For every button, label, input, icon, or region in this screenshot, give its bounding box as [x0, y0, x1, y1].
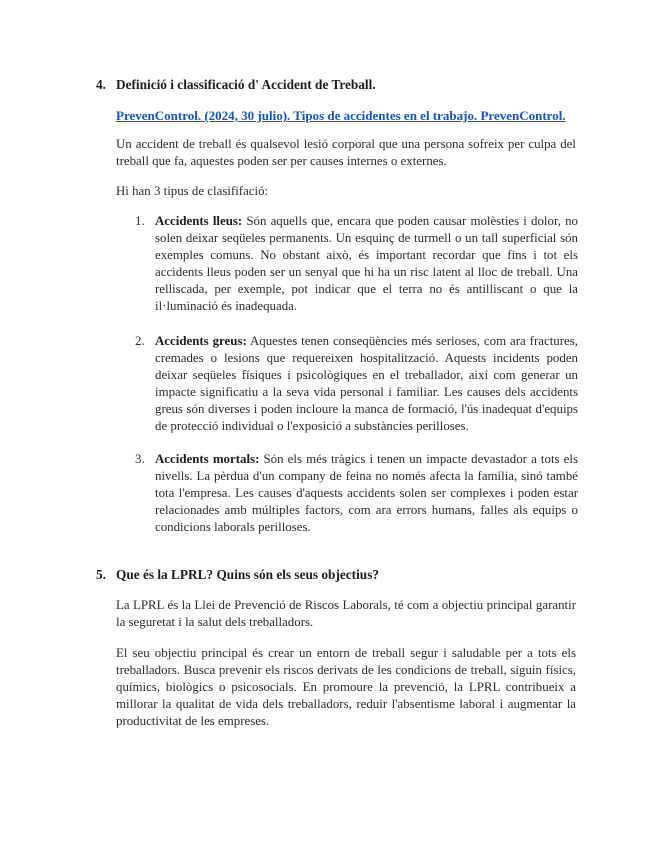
accident-types-list-2	[135, 333, 578, 435]
section-5-title: Que és la LPRL? Quins són els seus objectius?	[116, 567, 380, 582]
section-5-number: 5.	[96, 567, 106, 582]
section-5-para-1-wrapper	[116, 597, 576, 631]
list-item-number: 3.	[135, 452, 145, 466]
section-4-heading	[96, 76, 550, 93]
accident-types-list	[135, 213, 578, 315]
list-item-number: 1.	[135, 214, 145, 228]
list-item-body	[155, 213, 578, 315]
section-5-para-2: El seu objectiu principal és crear un entorn de treball segur i saludable per a tots els treballadors. Busca prevenir els riscos derivats de les condicions de treball, siguin físics, químics, biològics o psicosocials. En promoure la prevenció, la LPRL contribueix a millorar la qualitat de vida dels treballadors, reduir l'absentisme laboral i augmentar la productivitat de les empreses.	[116, 646, 576, 728]
accident-types-list-3	[135, 451, 578, 536]
list-item-body	[155, 451, 578, 536]
section-4-number: 4.	[96, 77, 106, 92]
list-item-term: Accidents lleus:	[155, 214, 243, 228]
list-item-mortals	[135, 451, 578, 536]
list-item-text: Són els més tràgics i tenen un impacte devastador a tots els nivells. La pèrdua d'un company de feina no només afecta la família, sinó també tota l'empresa. Les causes d'aquests accidents solen ser complexes i poden estar relacionades amb múltiples factors, com ara errors humans, falles als equips o condicions laborals perilloses.	[155, 452, 578, 534]
reference-link-wrapper	[116, 107, 576, 125]
types-intro: Hi han 3 tipus de clasififació:	[116, 184, 269, 198]
section-5-para-1: La LPRL és la Llei de Prevenció de Riscos Laborals, té com a objectiu principal garantir la seguretat i la salut dels treballadors.	[116, 598, 576, 629]
list-item-greus	[135, 333, 578, 435]
section-4-intro-wrapper	[116, 136, 576, 170]
list-item-body	[155, 333, 578, 435]
list-item-term: Accidents mortals:	[155, 452, 260, 466]
section-5-heading	[96, 566, 550, 583]
list-item-lleus	[135, 213, 578, 315]
list-item-text: Són aquells que, encara que poden causar molèsties i dolor, no solen deixar seqüeles permanents. Un esquinç de turmell o un tall superficial són exemples comuns. No obstant això, és important recordar que fins i tot els accidents lleus poden ser un senyal que hi ha un risc latent al lloc de treball. Una relliscada, per exemple, pot indicar que el terra no és antilliscant o que la il·luminació és inadequada.	[155, 214, 578, 313]
section-4-title: Definició i classificació d' Accident de Treball.	[116, 77, 376, 92]
reference-link[interactable]: PrevenControl. (2024, 30 julio). Tipos de accidentes en el trabajo. PrevenControl.	[116, 108, 566, 123]
list-item-term: Accidents greus:	[155, 334, 247, 348]
types-intro-wrapper	[116, 183, 576, 200]
section-4-intro: Un accident de treball és qualsevol lesió corporal que una persona sofreix per culpa del treball que fa, aquestes poden ser per causes internes o externes.	[116, 137, 576, 168]
section-5-para-2-wrapper	[116, 645, 576, 730]
list-item-text: Aquestes tenen conseqüències més serioses, com ara fractures, cremades o lesions que requereixen hospitalització. Aquests incidents poden deixar seqüeles físiques i psicològiques en el treballador, així com generar un impacte significatiu a la seva vida personal i familiar. Les causes dels accidents greus són diverses i poden incloure la manca de formació, l'ús inadequat d'equips de protecció individual o l'exposició a substàncies perilloses.	[155, 334, 578, 433]
list-item-number: 2.	[135, 334, 145, 348]
